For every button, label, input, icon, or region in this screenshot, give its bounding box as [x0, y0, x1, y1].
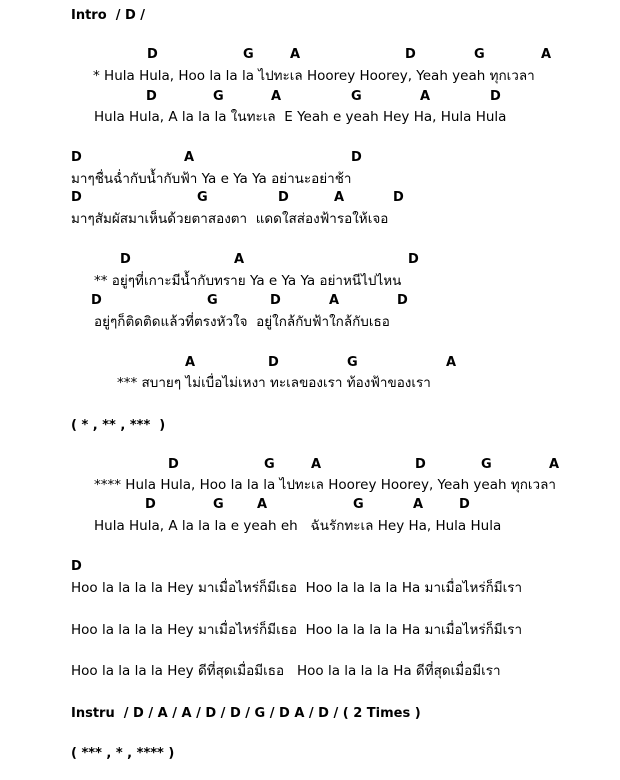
- chord: D: [71, 190, 82, 205]
- chord: D: [270, 293, 281, 308]
- lyric-line: * Hula Hula, Hoo la la la ไปทะเล Hoorey Hoorey, Yeah yeah ทุกเวลา: [93, 68, 535, 84]
- chord: G: [474, 47, 485, 62]
- chord: D: [147, 47, 158, 62]
- lyric-line: Hula Hula, A la la la ในทะเล E Yeah e yeah Hey Ha, Hula Hula: [94, 109, 507, 125]
- chord: G: [197, 190, 208, 205]
- chord: A: [541, 47, 552, 62]
- chord: D: [408, 252, 419, 267]
- instrumental-line: Instru / D / A / A / D / D / G / D A / D / ( 2 Times ): [71, 706, 421, 721]
- chord: A: [271, 89, 282, 104]
- chord: G: [481, 457, 492, 472]
- chord: G: [264, 457, 275, 472]
- chord: G: [347, 355, 358, 370]
- repeat-instruction: ( * , ** , *** ): [71, 418, 166, 433]
- chord: D: [268, 355, 279, 370]
- chord: A: [234, 252, 245, 267]
- chord: G: [243, 47, 254, 62]
- lyric-line: มาๆชื่นฉ่ำกับน้ำกับฟ้า Ya e Ya Ya อย่านะอย่าช้า: [71, 171, 352, 187]
- lyric-line: Hoo la la la la Hey ดีที่สุดเมื่อมีเธอ Hoo la la la la Ha ดีที่สุดเมื่อมีเรา: [71, 663, 501, 679]
- chord: D: [168, 457, 179, 472]
- chord: A: [334, 190, 345, 205]
- chord: A: [420, 89, 431, 104]
- chord: D: [120, 252, 131, 267]
- lyric-line: Hoo la la la la Hey มาเมื่อไหร่ก็มีเธอ Hoo la la la la Ha มาเมื่อไหร่ก็มีเรา: [71, 580, 523, 596]
- lyric-line: มาๆสัมผัสมาเห็นด้วยตาสองตา แดดใสส่องฟ้ารอให้เจอ: [71, 211, 389, 227]
- chord: D: [393, 190, 404, 205]
- chord: A: [549, 457, 560, 472]
- lyric-line: **** Hula Hula, Hoo la la la ไปทะเล Hoorey Hoorey, Yeah yeah ทุกเวลา: [94, 477, 556, 493]
- chord: G: [213, 89, 224, 104]
- chord: A: [311, 457, 322, 472]
- chord: A: [290, 47, 301, 62]
- chord: G: [351, 89, 362, 104]
- lyric-line: Hoo la la la la Hey มาเมื่อไหร่ก็มีเธอ Hoo la la la la Ha มาเมื่อไหร่ก็มีเรา: [71, 622, 523, 638]
- chord: G: [353, 497, 364, 512]
- chord: A: [184, 150, 195, 165]
- chord: D: [91, 293, 102, 308]
- chord: A: [446, 355, 457, 370]
- chord: D: [351, 150, 362, 165]
- chord: D: [278, 190, 289, 205]
- chord: D: [71, 559, 82, 574]
- chord: D: [405, 47, 416, 62]
- chord: D: [146, 89, 157, 104]
- chord: D: [415, 457, 426, 472]
- intro-line: Intro / D /: [71, 8, 146, 23]
- lyric-line: ** อยู่ๆที่เกาะมีน้ำกับทราย Ya e Ya Ya อย่าหนีไปไหน: [94, 273, 402, 289]
- lyric-line: อยู่ๆก็ติดติดแล้วที่ตรงหัวใจ อยู่ใกล้กับฟ้าใกล้กับเธอ: [94, 314, 390, 330]
- chord: D: [71, 150, 82, 165]
- chord: G: [213, 497, 224, 512]
- chord: A: [185, 355, 196, 370]
- lyric-line: Hula Hula, A la la la e yeah eh ฉันรักทะเล Hey Ha, Hula Hula: [94, 518, 502, 534]
- chord: G: [207, 293, 218, 308]
- chord: D: [459, 497, 470, 512]
- lyric-line: *** สบายๆ ไม่เบื่อไม่เหงา ทะเลของเรา ท้องฟ้าของเรา: [117, 375, 431, 391]
- chord: D: [490, 89, 501, 104]
- chord: A: [329, 293, 340, 308]
- chord: A: [413, 497, 424, 512]
- chord: A: [257, 497, 268, 512]
- repeat-instruction: ( *** , * , **** ): [71, 746, 175, 761]
- chord: D: [397, 293, 408, 308]
- chord: D: [145, 497, 156, 512]
